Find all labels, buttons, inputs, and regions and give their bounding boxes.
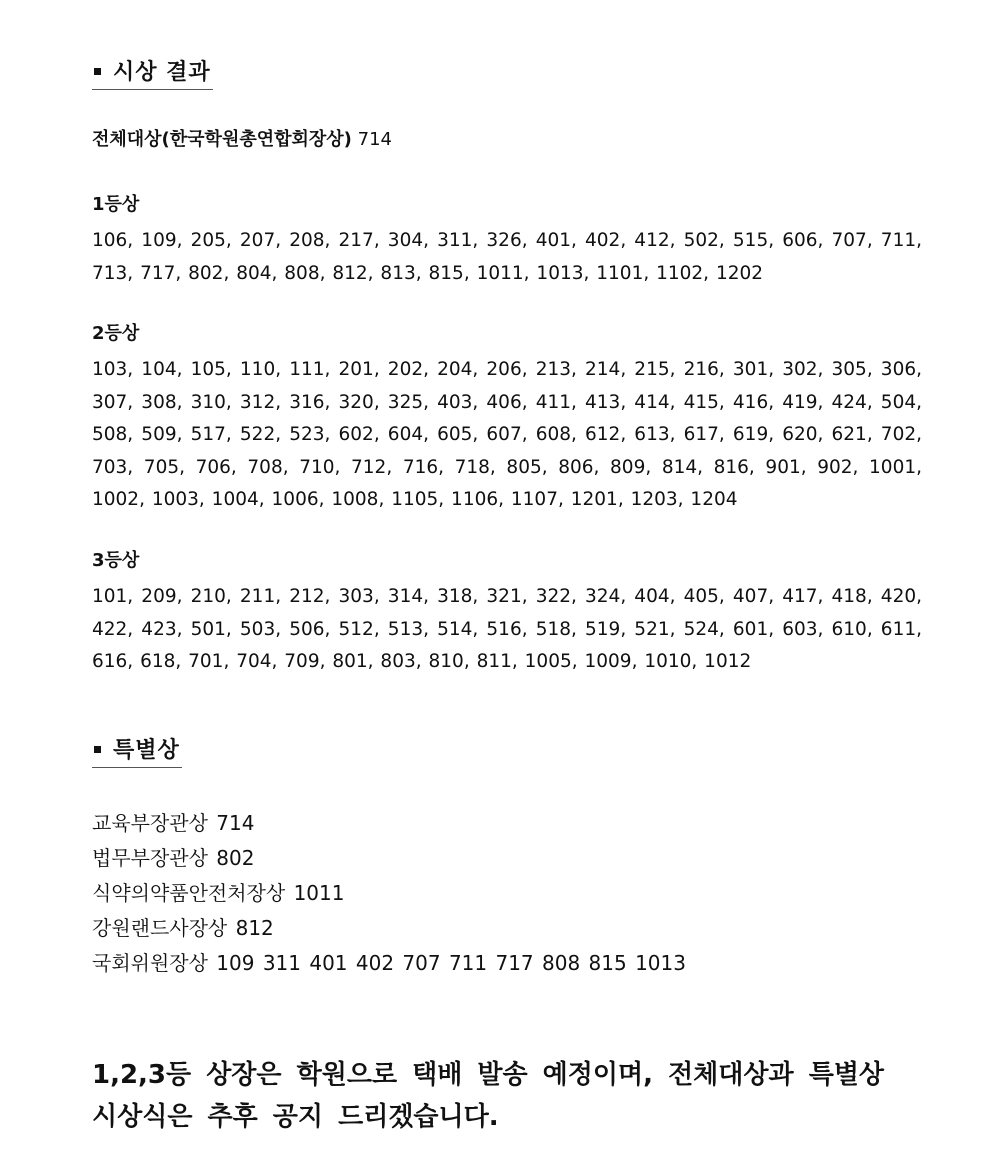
- special-prize-label: 강원랜드사장상: [92, 916, 228, 940]
- special-prize-list: [92, 806, 686, 981]
- special-prize-label: 식약의약품안전처장상: [92, 881, 286, 905]
- results-section-title-wrap: [92, 60, 213, 90]
- special-prize-label: 법무부장관상: [92, 846, 208, 870]
- square-bullet-icon: [94, 68, 101, 75]
- special-prize-item: [92, 946, 686, 981]
- third-prize-numbers: 101, 209, 210, 211, 212, 303, 314, 318, 321, 322, 324, 404, 405, 407, 417, 418, 420, 422, 423, 501, 503, 506, 512, 513, 514, 516, 518, 519, 521, 524, 601, 603, 610, 611, 616, 618, 701, 704, 709, 801, 803, 810, 811, 1005, 1009, 1010, 1012: [92, 586, 922, 672]
- ceremony-notice: 1,2,3등 상장은 학원으로 택배 발송 예정이며, 전체대상과 특별상 시상식은 추후 공지 드리겠습니다.: [92, 1060, 885, 1132]
- first-prize-label: 1등상: [92, 194, 140, 215]
- special-prize-item: [92, 911, 686, 946]
- special-prize-value: 802: [216, 846, 255, 870]
- special-prize-item: [92, 841, 686, 876]
- second-prize-label: 2등상: [92, 323, 140, 344]
- third-prize-block: [92, 549, 922, 679]
- special-section-heading: [92, 738, 182, 768]
- special-prize-label: 국회위원장상: [92, 951, 208, 975]
- special-prize-item: [92, 876, 686, 911]
- grand-prize-label: 전체대상(한국학원총연합회장상): [92, 129, 352, 150]
- special-prize-label: 교육부장관상: [92, 811, 208, 835]
- special-prize-item: [92, 806, 686, 841]
- first-prize-block: [92, 193, 922, 290]
- results-section-title: 시상 결과: [113, 60, 211, 85]
- special-prize-value: 714: [216, 811, 255, 835]
- results-section-heading: [92, 60, 213, 90]
- special-prize-value: 812: [235, 916, 274, 940]
- square-bullet-icon: [94, 746, 101, 753]
- second-prize-numbers: 103, 104, 105, 110, 111, 201, 202, 204, 206, 213, 214, 215, 216, 301, 302, 305, 306, 307, 308, 310, 312, 316, 320, 325, 403, 406, 411, 413, 414, 415, 416, 419, 424, 504, 508, 509, 517, 522, 523, 602, 604, 605, 607, 608, 612, 613, 617, 619, 620, 621, 702, 703, 705, 706, 708, 710, 712, 716, 718, 805, 806, 809, 814, 816, 901, 902, 1001, 1002, 1003, 1004, 1006, 1008, 1105, 1106, 1107, 1201, 1203, 1204: [92, 359, 922, 510]
- grand-prize-value: 714: [357, 129, 392, 150]
- grand-prize-line: [92, 128, 392, 152]
- special-prize-value: 109 311 401 402 707 711 717 808 815 1013: [216, 951, 686, 975]
- third-prize-label: 3등상: [92, 550, 140, 571]
- special-section-title: 특별상: [113, 738, 180, 763]
- special-prize-value: 1011: [293, 881, 345, 905]
- special-section-title-wrap: [92, 738, 182, 768]
- second-prize-block: [92, 322, 922, 517]
- first-prize-numbers: 106, 109, 205, 207, 208, 217, 304, 311, 326, 401, 402, 412, 502, 515, 606, 707, 711, 713, 717, 802, 804, 808, 812, 813, 815, 1011, 1013, 1101, 1102, 1202: [92, 230, 922, 284]
